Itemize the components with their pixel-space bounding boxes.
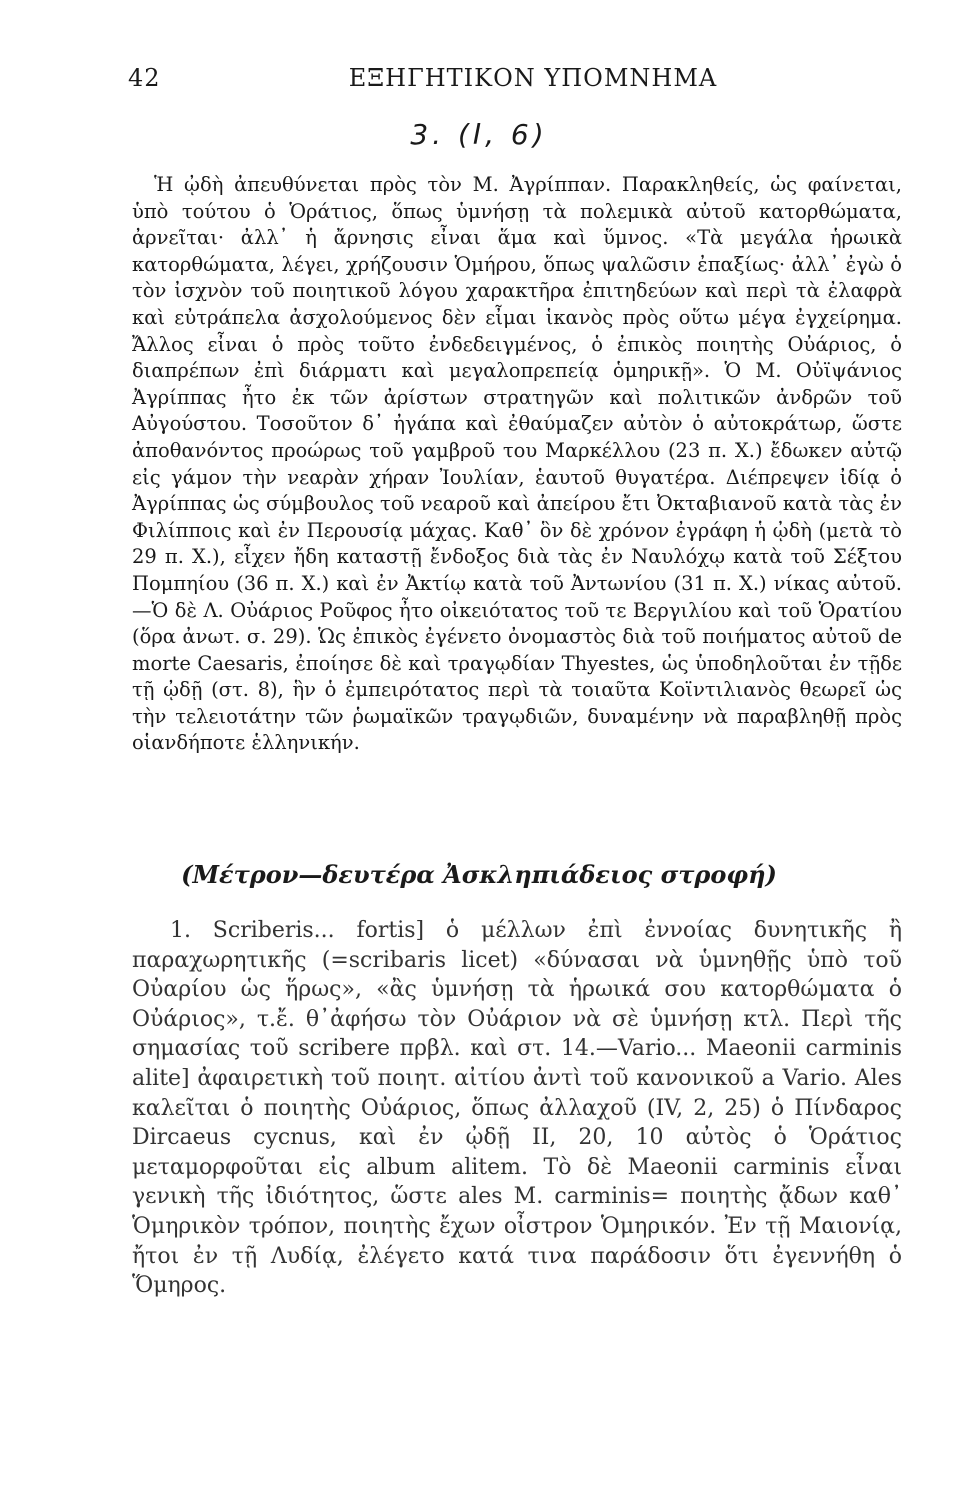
intro-paragraph: Ἡ ᾠδὴ ἀπευθύνεται πρὸς τὸν Μ. Ἀγρίππαν. Παρακληθείς, ὡς φαίνεται, ὑπὸ τούτου ὁ Ὁράτιος, ὅπως ὑμνήσῃ τὰ πολεμικὰ αὐτοῦ κατορθώματα, ἀρνεῖται· ἀλλ᾽ ἡ ἄρνησις εἶναι ἅμα καὶ ὕμνος. «Τὰ μεγάλα ἡρωικὰ κατορθώματα, λέγει, χρήζουσιν Ὁμήρου, ὅπως ψαλῶσιν ἐπαξίως· ἀλλ᾽ ἐγὼ ὁ τὸν ἰσχνὸν τοῦ ποιητικοῦ λόγου χαρακτῆρα ἐπιτηδεύων καὶ περὶ τὰ ἐλαφρὰ καὶ εὐτράπελα ἀσχολούμενος δὲν εἶμαι ἱκανὸς πρὸς οὕτω μέγα ἐγχείρημα. Ἄλλος εἶναι ὁ πρὸς τοῦτο ἐνδεδειγμένος, ὁ ἐπικὸς ποιητὴς Οὐάριος, ὁ διαπρέπων ἐπὶ διάρματι καὶ μεγαλοπρεπείᾳ ὁμηρικῇ». Ὁ Μ. Οὐϊψάνιος Ἀγρίππας ἦτο ἐκ τῶν ἀρίστων στρατηγῶν καὶ πολιτικῶν ἀνδρῶν τοῦ Αὐγούστου. Τοσοῦτον δ᾽ ἠγάπα καὶ ἐθαύμαζεν αὐτὸν ὁ αὐτοκράτωρ, ὥστε ἀποθανόντος προώρως τοῦ γαμβροῦ του Μαρκέλλου (23 π. Χ.) ἔδωκεν αὐτῷ εἰς γάμον τὴν νεαρὰν χήραν Ἰουλίαν, ἑαυτοῦ θυγατέρα. Διέπρεψεν ἰδίᾳ ὁ Ἀγρίππας ὡς σύμβουλος τοῦ νεαροῦ καὶ ἀπείρου ἔτι Ὀκταβιανοῦ κατὰ τὰς ἐν Φιλίπποις καὶ ἐν Περουσίᾳ μάχας. Καθ᾽ ὃν δὲ χρόνον ἐγράφη ἡ ᾠδὴ (μετὰ τὸ 29 π. Χ.), εἶχεν ἤδη καταστῇ ἔνδοξος διὰ τὰς ἐν Ναυλόχῳ κατὰ τοῦ Σέξτου Πομπηίου (36 π. Χ.) καὶ ἐν Ἀκτίῳ κατὰ τοῦ Ἀντωνίου (31 π. Χ.) νίκας αὐτοῦ.—Ὁ δὲ Λ. Οὐάριος Ροῦφος ἦτο οἰκειότατος τοῦ τε Βεργιλίου καὶ τοῦ Ὁρατίου (ὅρα ἀνωτ. σ. 29). Ὡς ἐπικὸς ἐγένετο ὀνομαστὸς διὰ τοῦ ποιήματος αὐτοῦ de morte Caesaris, ἐποίησε δὲ καὶ τραγῳδίαν Thyestes, ὡς ὑποδηλοῦται ἐν τῇδε τῇ ᾠδῇ (στ. 8), ἣν ὁ ἐμπειρότατος περὶ τὰ τοιαῦτα Κοϊντιλιανὸς θεωρεῖ ὡς τὴν τελειοτάτην τῶν ῥωμαϊκῶν τραγῳδιῶν, δυναμένην νὰ παραβληθῇ πρὸς οἱανδήποτε ἑλληνικήν. bbox=[132, 173, 902, 755]
page-number: 42 bbox=[128, 64, 161, 92]
running-title: ΕΞΗΓΗΤΙΚΟΝ ΥΠΟΜΝΗΜΑ bbox=[348, 64, 718, 92]
page-header bbox=[128, 64, 898, 94]
section-title: 3. (Ι, 6) bbox=[410, 118, 548, 151]
commentary-paragraph: 1. Scriberis... fortis] ὁ μέλλων ἐπὶ ἐννοίας δυνητικῆς ἢ παραχωρητικῆς (=scribaris licet) «δύνασαι νὰ ὑμνηθῇς ὑπὸ τοῦ Οὐαρίου ὡς ἥρως», «ἂς ὑμνήσῃ τὰ ἡρωικά σου κατορθώματα ὁ Οὐάριος», τ.ἔ. θ᾽ἀφήσω τὸν Οὐάριον νὰ σὲ ὑμνήσῃ κτλ. Περὶ τῆς σημασίας τοῦ scribere πρβλ. καὶ στ. 14.—Vario... Maeonii carminis alite] ἀφαιρετικὴ τοῦ ποιητ. αἰτίου ἀντὶ τοῦ κανονικοῦ a Vario. Ales καλεῖται ὁ ποιητὴς Οὐάριος, ὅπως ἀλλαχοῦ (IV, 2, 25) ὁ Πίνδαρος Dircaeus cycnus, καὶ ἐν ᾠδῇ II, 20, 10 αὐτὸς ὁ Ὁράτιος μεταμορφοῦται εἰς album alitem. Τὸ δὲ Maeonii carminis εἶναι γενικὴ τῆς ἰδιότητος, ὥστε ales M. carminis= ποιητὴς ᾄδων καθ᾽ Ὁμηρικὸν τρόπον, ποιητὴς ἔχων οἶστρον Ὁμηρικόν. Ἐν τῇ Μαιονίᾳ, ἤτοι ἐν τῇ Λυδίᾳ, ἐλέγετο κατά τινα παράδοσιν ὅτι ἐγεννήθη ὁ Ὅμηρος. bbox=[132, 918, 902, 1299]
meter-heading: (Μέτρον—δευτέρα Ἀσκληπιάδειος στροφή) bbox=[181, 860, 777, 889]
